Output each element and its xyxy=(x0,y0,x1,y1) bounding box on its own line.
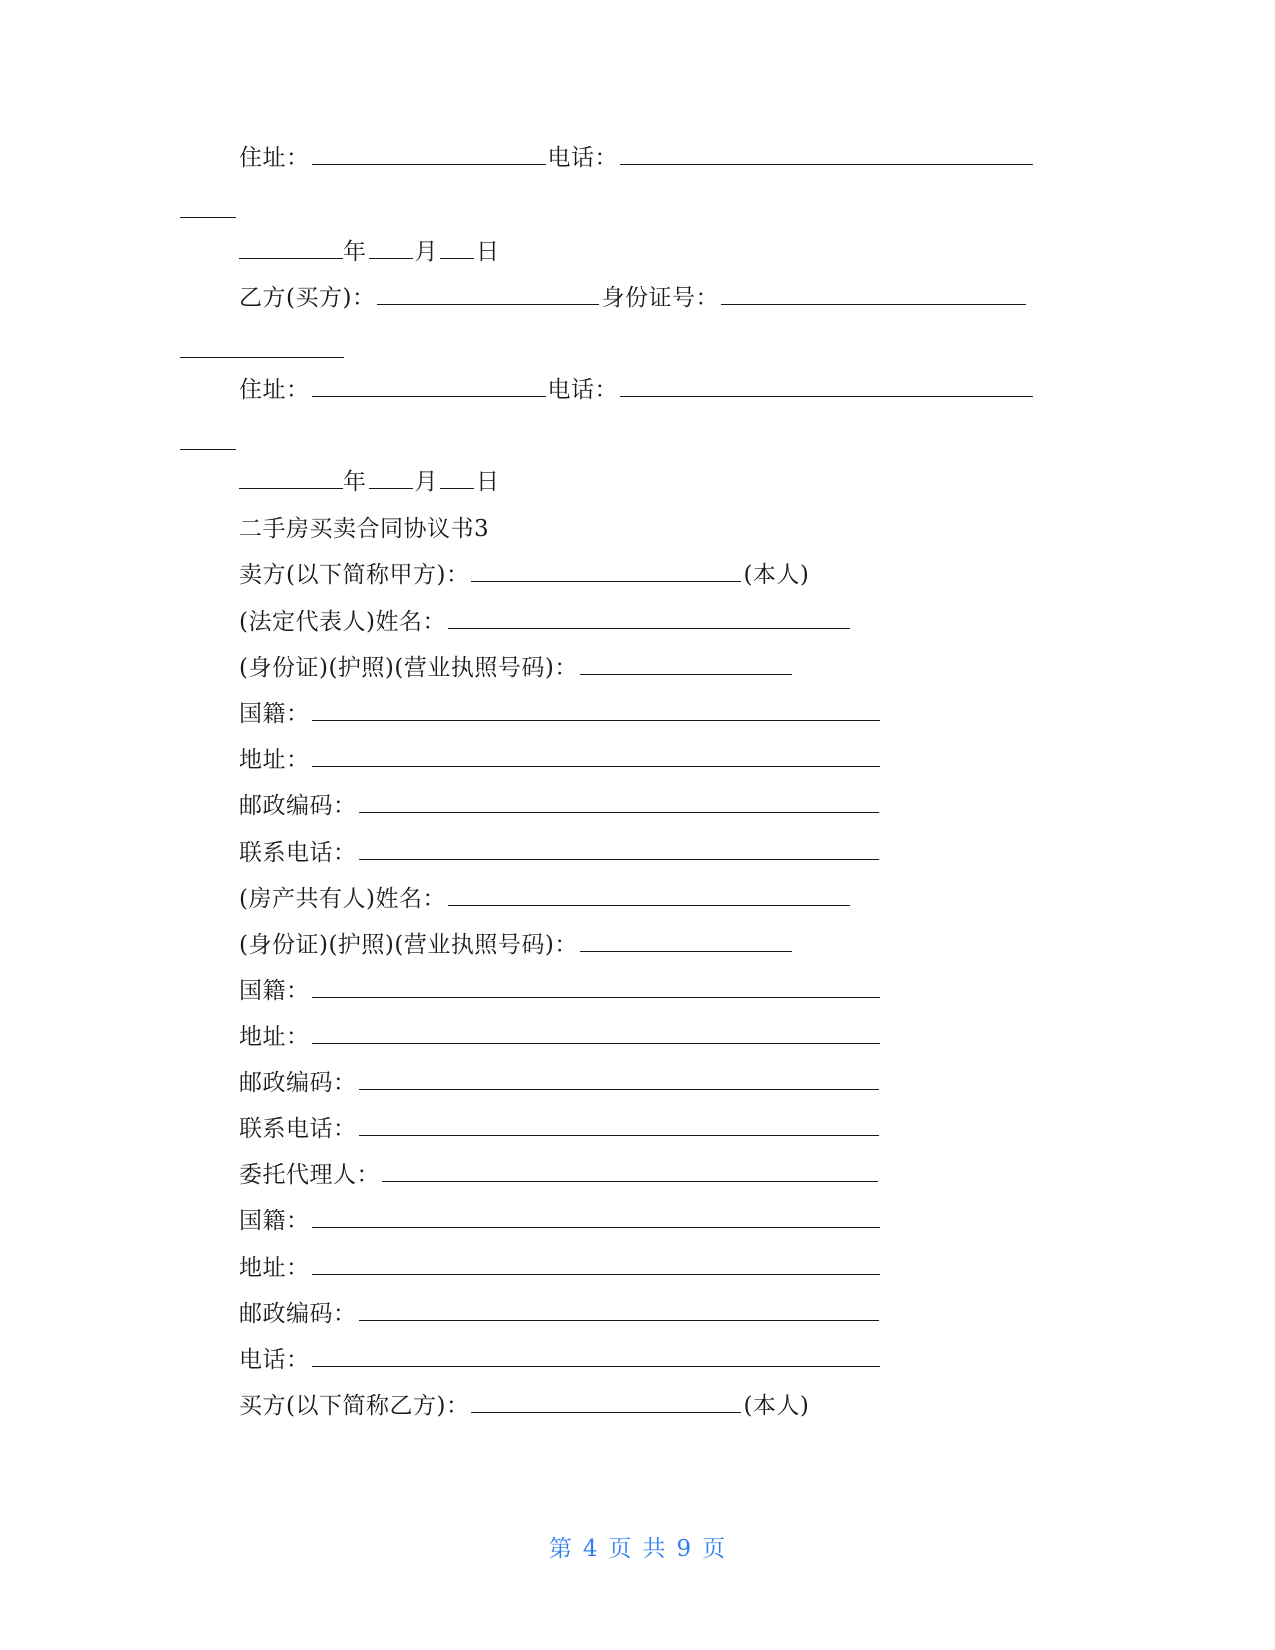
address-blank[interactable] xyxy=(312,143,546,165)
id-number-line xyxy=(239,653,794,683)
year-label: 年 xyxy=(343,469,367,495)
contact-phone-blank[interactable] xyxy=(359,1114,879,1136)
self-label: (本人) xyxy=(743,562,810,588)
co-owner-line xyxy=(239,884,852,914)
contact-phone-blank[interactable] xyxy=(359,838,879,860)
nationality-line xyxy=(239,699,882,729)
footer-prefix: 第 xyxy=(548,1536,573,1562)
id-number-label: (身份证)(护照)(营业执照号码)： xyxy=(239,932,578,958)
postal-code-line xyxy=(239,1068,881,1098)
nationality-line xyxy=(239,1206,882,1236)
seller-address-line xyxy=(239,143,1035,173)
phone-label: 电话： xyxy=(547,145,618,171)
date-line xyxy=(239,467,500,497)
address-label: 住址： xyxy=(239,145,310,171)
year-blank[interactable] xyxy=(239,467,343,489)
phone-label: 电话： xyxy=(239,1347,310,1373)
buyer-label: 乙方(买方)： xyxy=(239,285,376,311)
day-label: 日 xyxy=(476,469,500,495)
current-page: 4 xyxy=(582,1536,599,1562)
address-label: 地址： xyxy=(239,1024,310,1050)
wrap-blank xyxy=(180,196,236,226)
nationality-line xyxy=(239,976,882,1006)
footer-mid: 页 xyxy=(608,1536,633,1562)
day-blank[interactable] xyxy=(440,467,474,489)
phone-blank-cont[interactable] xyxy=(180,428,236,450)
buyer-line xyxy=(239,1391,809,1421)
co-owner-label: (房产共有人)姓名： xyxy=(239,886,446,912)
year-label: 年 xyxy=(343,239,367,265)
nationality-label: 国籍： xyxy=(239,978,310,1004)
nationality-blank[interactable] xyxy=(312,1206,880,1228)
id-number-line xyxy=(239,930,794,960)
phone-blank[interactable] xyxy=(620,143,1033,165)
id-number-label: (身份证)(护照)(营业执照号码)： xyxy=(239,655,578,681)
legal-rep-label: (法定代表人)姓名： xyxy=(239,609,446,635)
page-footer xyxy=(0,1530,1275,1563)
date-line xyxy=(239,237,500,267)
nationality-label: 国籍： xyxy=(239,1208,310,1234)
id-blank[interactable] xyxy=(721,283,1026,305)
legal-rep-blank[interactable] xyxy=(448,607,850,629)
postal-code-blank[interactable] xyxy=(359,1068,879,1090)
id-number-blank[interactable] xyxy=(580,653,792,675)
agent-line xyxy=(239,1160,880,1190)
agent-label: 委托代理人： xyxy=(239,1162,380,1188)
phone-blank[interactable] xyxy=(312,1345,880,1367)
address-line xyxy=(239,1022,882,1052)
buyer-label: 买方(以下简称乙方)： xyxy=(239,1393,470,1419)
day-blank[interactable] xyxy=(440,237,474,259)
buyer-address-line xyxy=(239,375,1035,405)
nationality-blank[interactable] xyxy=(312,699,880,721)
wrap-blank xyxy=(180,428,236,458)
address-blank[interactable] xyxy=(312,1253,880,1275)
id-number-blank[interactable] xyxy=(580,930,792,952)
address-label: 住址： xyxy=(239,377,310,403)
phone-line xyxy=(239,1345,882,1375)
postal-code-label: 邮政编码： xyxy=(239,1301,357,1327)
wrap-blank xyxy=(180,336,344,366)
month-blank[interactable] xyxy=(369,467,413,489)
section-title xyxy=(239,514,489,544)
month-blank[interactable] xyxy=(369,237,413,259)
seller-line xyxy=(239,560,809,590)
postal-code-blank[interactable] xyxy=(359,1299,879,1321)
self-label: (本人) xyxy=(743,1393,810,1419)
postal-code-line xyxy=(239,1299,881,1329)
year-blank[interactable] xyxy=(239,237,343,259)
legal-rep-line xyxy=(239,607,852,637)
id-label: 身份证号： xyxy=(601,285,719,311)
month-label: 月 xyxy=(414,469,438,495)
buyer-blank[interactable] xyxy=(377,283,599,305)
address-line xyxy=(239,1253,882,1283)
footer-suffix: 页 xyxy=(702,1536,727,1562)
footer-total-prefix: 共 xyxy=(642,1536,667,1562)
seller-blank[interactable] xyxy=(471,560,741,582)
month-label: 月 xyxy=(414,239,438,265)
address-line xyxy=(239,745,882,775)
postal-code-blank[interactable] xyxy=(359,791,879,813)
phone-blank[interactable] xyxy=(620,375,1033,397)
address-label: 地址： xyxy=(239,747,310,773)
contact-phone-line xyxy=(239,838,881,868)
phone-label: 电话： xyxy=(547,377,618,403)
contact-phone-label: 联系电话： xyxy=(239,1116,357,1142)
buyer-blank[interactable] xyxy=(471,1391,741,1413)
buyer-id-line xyxy=(239,283,1028,313)
co-owner-blank[interactable] xyxy=(448,884,850,906)
title-text: 二手房买卖合同协议书3 xyxy=(239,516,490,542)
address-blank[interactable] xyxy=(312,1022,880,1044)
nationality-blank[interactable] xyxy=(312,976,880,998)
agent-blank[interactable] xyxy=(382,1160,878,1182)
postal-code-line xyxy=(239,791,881,821)
postal-code-label: 邮政编码： xyxy=(239,1070,357,1096)
nationality-label: 国籍： xyxy=(239,701,310,727)
contact-phone-line xyxy=(239,1114,881,1144)
seller-label: 卖方(以下简称甲方)： xyxy=(239,562,470,588)
address-blank[interactable] xyxy=(312,375,546,397)
day-label: 日 xyxy=(476,239,500,265)
postal-code-label: 邮政编码： xyxy=(239,793,357,819)
total-pages: 9 xyxy=(676,1536,693,1562)
address-label: 地址： xyxy=(239,1255,310,1281)
phone-blank-cont[interactable] xyxy=(180,196,236,218)
address-blank[interactable] xyxy=(312,745,880,767)
contact-phone-label: 联系电话： xyxy=(239,840,357,866)
id-blank-cont[interactable] xyxy=(180,336,344,358)
